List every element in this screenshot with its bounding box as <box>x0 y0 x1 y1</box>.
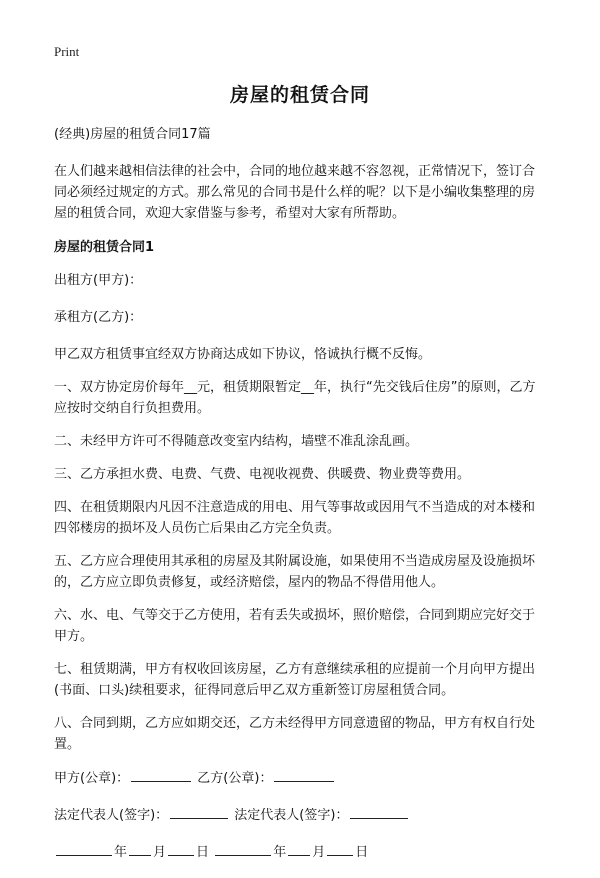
date-a-year-label: 年 <box>114 845 128 860</box>
document-body <box>54 80 546 878</box>
lessor-line: 出租方(甲方)： <box>54 273 143 288</box>
document-title: 房屋的租赁合同 <box>229 84 370 106</box>
rep-a-label: 法定代表人(签字)： <box>54 808 169 823</box>
document-subtitle: (经典)房屋的租赁合同17篇 <box>54 127 211 142</box>
date-b-month-blank <box>288 841 310 856</box>
lessee-line: 承租方(乙方)： <box>54 310 143 325</box>
clause-2: 二、未经甲方许可不得随意改变室内结构，墙壁不准乱涂乱画。 <box>54 434 419 449</box>
representative-line <box>54 804 546 826</box>
date-a-day-blank <box>168 841 194 856</box>
clause-6: 六、水、电、气等交于乙方使用，若有丢失或损坏，照价赔偿，合同到期应完好交于甲方。 <box>54 608 536 644</box>
date-line <box>54 841 546 863</box>
clause-1: 一、双方协定房价每年__元，租赁期限暂定__年，执行“先交钱后住房”的原则，乙方应按时交纳自行负担费用。 <box>54 380 536 416</box>
clause-5: 五、乙方应合理使用其承租的房屋及其附属设施，如果使用不当造成房屋及设施损坏的，乙方应立即负责修复，或经济赔偿，屋内的物品不得借用他人。 <box>54 554 536 590</box>
date-a-month-blank <box>129 841 151 856</box>
clause-3: 三、乙方承担水费、电费、气费、电视收视费、供暖费、物业费等费用。 <box>54 467 471 482</box>
seal-line <box>54 767 546 789</box>
rep-b-label: 法定代表人(签字)： <box>234 808 349 823</box>
date-b-year-label: 年 <box>273 845 287 860</box>
date-a-month-label: 月 <box>153 845 167 860</box>
rep-a-blank <box>170 804 228 819</box>
rep-b-blank <box>350 804 408 819</box>
print-link[interactable]: Print <box>54 44 80 59</box>
clause-7: 七、租赁期满，甲方有权收回该房屋，乙方有意继续承租的应提前一个月向甲方提出(书面、口头)续租要求，征得同意后甲乙双方重新签订房屋租赁合同。 <box>54 662 536 698</box>
intro-paragraph: 在人们越来越相信法律的社会中，合同的地位越来越不容忽视，正常情况下，签订合同必须经过规定的方式。那么常见的合同书是什么样的呢？以下是小编收集整理的房屋的租赁合同，欢迎大家借鉴与参考，希望对大家有所帮助。 <box>54 164 536 221</box>
agreement-paragraph: 甲乙双方租赁事宜经双方协商达成如下协议，恪诚执行概不反悔。 <box>54 347 432 362</box>
party-b-seal-blank <box>274 767 334 782</box>
date-b-day-label: 日 <box>355 845 369 860</box>
party-a-seal-blank <box>131 767 191 782</box>
clause-4: 四、在租赁期限内凡因不注意造成的用电、用气等事故或因用气不当造成的对本楼和四邻楼房的损坏及人员伤亡后果由乙方完全负责。 <box>54 500 536 536</box>
date-b-month-label: 月 <box>312 845 326 860</box>
date-b-day-blank <box>327 841 353 856</box>
clause-8: 八、合同到期，乙方应如期交还，乙方未经得甲方同意遗留的物品，甲方有权自行处置。 <box>54 716 536 752</box>
section-heading: 房屋的租赁合同1 <box>54 240 155 255</box>
date-a-day-label: 日 <box>196 845 210 860</box>
party-b-seal-label: 乙方(公章)： <box>197 771 273 786</box>
date-b-year-blank <box>215 841 271 856</box>
party-a-seal-label: 甲方(公章)： <box>54 771 130 786</box>
date-a-year-blank <box>56 841 112 856</box>
